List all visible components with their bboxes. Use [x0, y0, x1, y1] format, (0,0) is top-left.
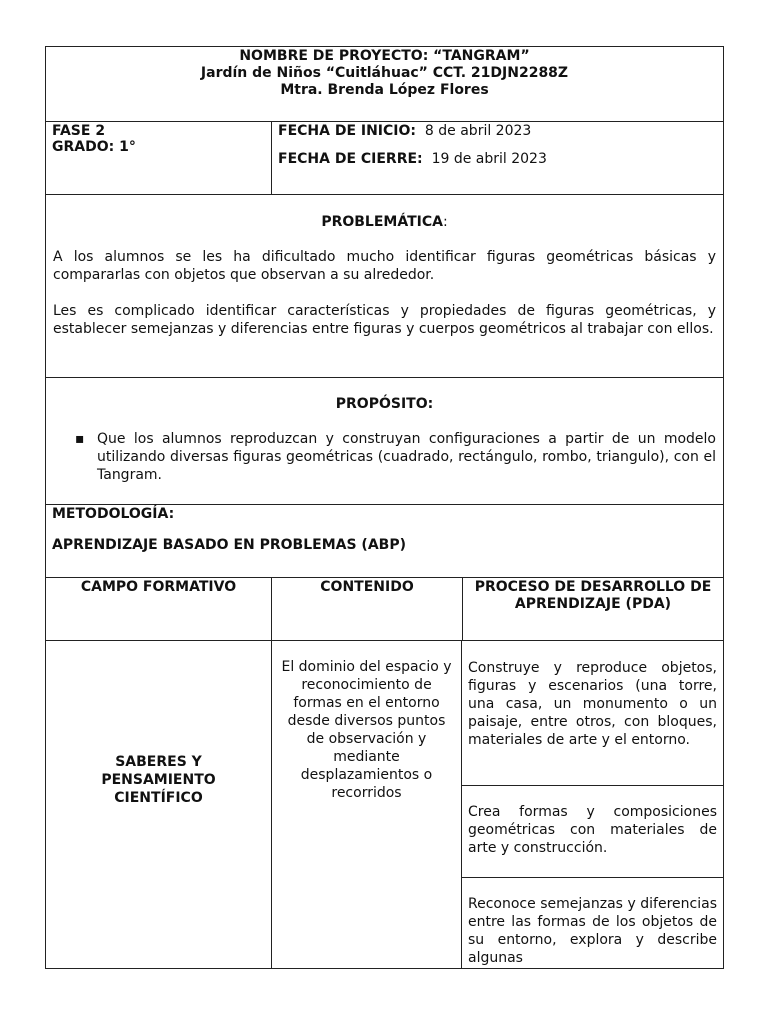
phase-grade-cell: [46, 122, 272, 194]
campo-formativo-cell: [46, 641, 272, 968]
contenido-cell: El dominio del espacio y reconocimiento de formas en el entorno desde diversos puntos de observación y mediante desplazamientos o recorridos: [272, 641, 462, 968]
table-row: [46, 640, 723, 968]
start-date-label: FECHA DE INICIO:: [278, 123, 417, 139]
proposito-list: [53, 430, 716, 484]
pda-item-2: Crea formas y composiciones geométricas con materiales de arte y construcción.: [462, 786, 723, 878]
start-date-value: 8 de abril 2023: [424, 123, 532, 139]
project-info-row: [46, 121, 723, 194]
problematica-title-text: PROBLEMÁTICA: [321, 214, 443, 230]
dates-cell: [272, 122, 723, 194]
phase-label: FASE 2: [52, 123, 106, 139]
metodologia-label: METODOLOGÍA:: [52, 506, 175, 522]
start-date: [278, 123, 723, 139]
project-header: [46, 47, 723, 121]
grade-label: GRADO: 1°: [52, 139, 136, 155]
proposito-section: [46, 377, 723, 504]
proposito-item-text: Que los alumnos reproduzcan y construyan configuraciones a partir de un modelo utilizando diversas figuras geométricas (cuadrado, rectángulo, rombo, triangulo), con el Tangram.: [97, 431, 716, 483]
problematica-title: [53, 195, 716, 231]
problematica-paragraph-1: A los alumnos se les ha dificultado mucho identificar figuras geométricas básicas y compararlas con objetos que observan a su alrededor.: [53, 249, 716, 283]
end-date: [278, 151, 723, 167]
pda-item-1: Construye y reproduce objetos, figuras y escenarios (una torre, una casa, un monumento o un paisaje, entre otros, con bloques, materiales de arte y el entorno.: [462, 641, 723, 786]
campo-formativo-text: SABERES Y PENSAMIENTO CIENTÍFICO: [101, 753, 216, 806]
square-bullet-icon: ▪: [75, 431, 85, 447]
end-date-label: FECHA DE CIERRE:: [278, 151, 423, 167]
metodologia-value: APRENDIZAJE BASADO EN PROBLEMAS (ABP): [52, 537, 406, 553]
pda-item-3: Reconoce semejanzas y diferencias entre las formas de los objetos de su entorno, explora y describe algunas: [468, 896, 717, 966]
proposito-title: PROPÓSITO:: [335, 396, 434, 412]
teacher-name: Mtra. Brenda López Flores: [280, 82, 489, 98]
project-name: NOMBRE DE PROYECTO: “TANGRAM”: [239, 48, 530, 64]
proposito-item: [53, 430, 716, 484]
header-contenido: CONTENIDO: [272, 578, 463, 640]
school-name: Jardín de Niños “Cuitláhuac” CCT. 21DJN2288Z: [200, 65, 569, 81]
problematica-colon: :: [442, 214, 448, 230]
header-campo-formativo: CAMPO FORMATIVO: [46, 578, 272, 640]
pda-cell: [462, 641, 723, 968]
header-pda: PROCESO DE DESARROLLO DE APRENDIZAJE (PDA): [474, 579, 712, 612]
problematica-section: [46, 194, 723, 377]
table-header-row: [46, 577, 723, 640]
metodologia-section: [46, 504, 723, 577]
problematica-paragraph-2: Les es complicado identificar características y propiedades de figuras geométricas, y establecer semejanzas y diferencias entre figuras y cuerpos geométricos al trabajar con ellos.: [53, 303, 716, 337]
project-document: [45, 46, 724, 969]
end-date-value: 19 de abril 2023: [431, 151, 547, 167]
